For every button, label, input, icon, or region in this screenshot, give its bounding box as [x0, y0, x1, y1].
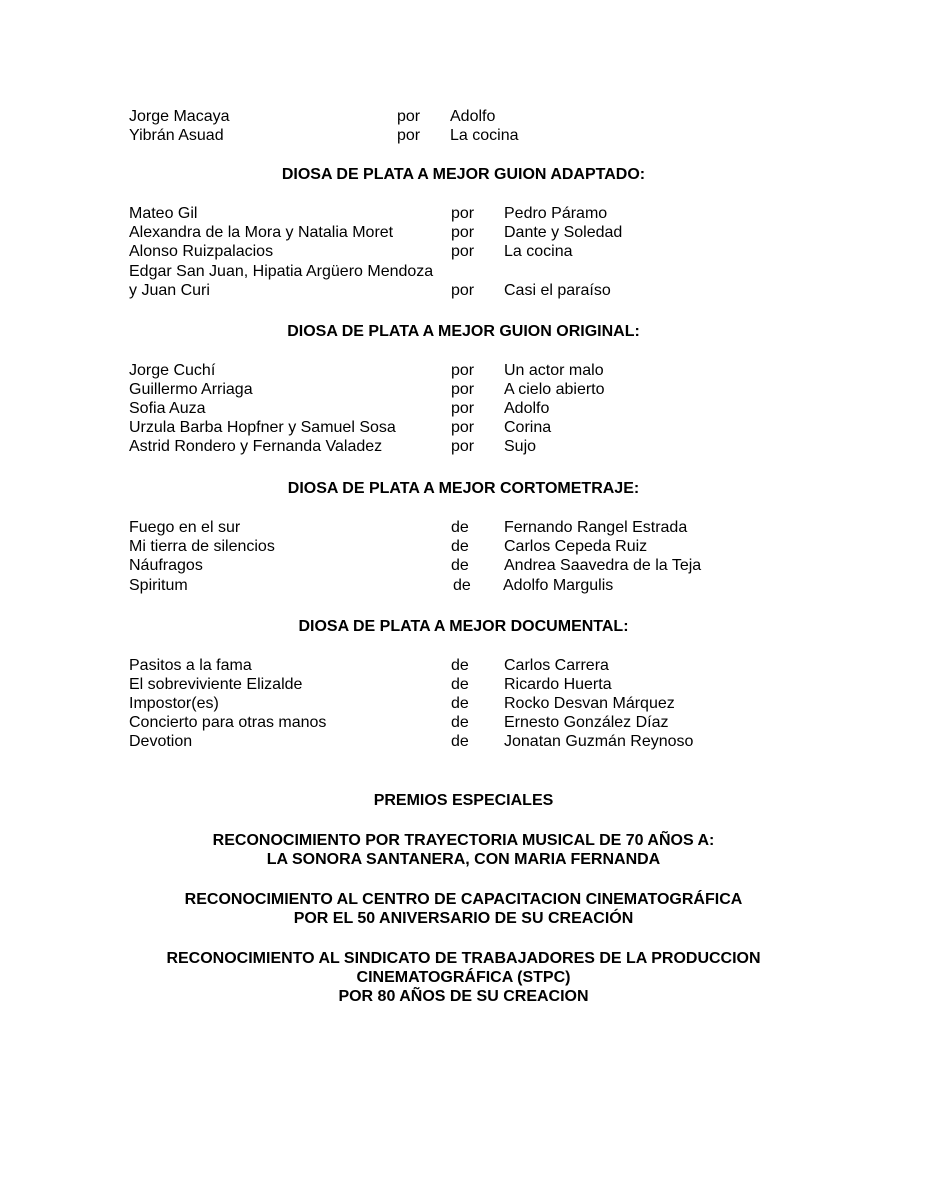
connector: por	[451, 282, 475, 299]
director: Carlos Cepeda Ruiz	[504, 538, 648, 555]
work: Sujo	[504, 438, 537, 455]
connector: de	[451, 695, 469, 712]
film-title: El sobreviviente Elizalde	[129, 676, 303, 693]
connector: de	[451, 519, 469, 536]
work: Un actor malo	[504, 362, 604, 379]
director: Ernesto González Díaz	[504, 714, 669, 731]
work: Pedro Páramo	[504, 205, 608, 222]
connector: por	[451, 362, 475, 379]
connector: de	[453, 577, 471, 594]
section-heading-documental: DIOSA DE PLATA A MEJOR DOCUMENTAL:	[298, 618, 629, 635]
connector: por	[451, 243, 475, 260]
name: Alexandra de la Mora y Natalia Moret	[129, 224, 394, 241]
connector: de	[451, 557, 469, 574]
reconocimiento-2-line-1: RECONOCIMIENTO AL CENTRO DE CAPACITACION CINEMATOGRÁFICA	[184, 891, 743, 908]
connector: de	[451, 538, 469, 555]
film-title: Spiritum	[129, 577, 188, 594]
work: La cocina	[450, 127, 519, 144]
reconocimiento-1-line-1: RECONOCIMIENTO POR TRAYECTORIA MUSICAL DE 70 AÑOS A:	[212, 832, 715, 849]
connector: de	[451, 714, 469, 731]
director: Fernando Rangel Estrada	[504, 519, 688, 536]
connector: de	[451, 733, 469, 750]
name: Jorge Cuchí	[129, 362, 216, 379]
section-heading-guion-adaptado: DIOSA DE PLATA A MEJOR GUION ADAPTADO:	[281, 166, 646, 183]
film-title: Fuego en el sur	[129, 519, 241, 536]
film-title: Pasitos a la fama	[129, 657, 252, 674]
name: Mateo Gil	[129, 205, 198, 222]
film-title: Náufragos	[129, 557, 203, 574]
name: Urzula Barba Hopfner y Samuel Sosa	[129, 419, 396, 436]
work: A cielo abierto	[504, 381, 605, 398]
reconocimiento-3-line-2: CINEMATOGRÁFICA (STPC)	[356, 969, 571, 986]
connector: por	[451, 419, 475, 436]
section-heading-cortometraje: DIOSA DE PLATA A MEJOR CORTOMETRAJE:	[287, 480, 640, 497]
section-heading-premios-especiales: PREMIOS ESPECIALES	[373, 792, 554, 809]
work: La cocina	[504, 243, 573, 260]
section-heading-guion-original: DIOSA DE PLATA A MEJOR GUION ORIGINAL:	[287, 323, 640, 340]
connector: por	[397, 127, 421, 144]
name: Edgar San Juan, Hipatia Argüero Mendoza	[129, 263, 434, 280]
connector: por	[451, 381, 475, 398]
director: Rocko Desvan Márquez	[504, 695, 675, 712]
work: Adolfo	[504, 400, 550, 417]
connector: por	[451, 400, 475, 417]
director: Carlos Carrera	[504, 657, 609, 674]
work: Adolfo	[450, 108, 496, 125]
film-title: Mi tierra de silencios	[129, 538, 275, 555]
director: Andrea Saavedra de la Teja	[504, 557, 702, 574]
reconocimiento-3-line-1: RECONOCIMIENTO AL SINDICATO DE TRABAJADORES DE LA PRODUCCION	[166, 950, 761, 967]
name: Yibrán Asuad	[129, 127, 224, 144]
connector: por	[451, 205, 475, 222]
director: Adolfo Margulis	[503, 577, 614, 594]
connector: por	[397, 108, 421, 125]
name: Sofia Auza	[129, 400, 206, 417]
reconocimiento-2-line-2: POR EL 50 ANIVERSARIO DE SU CREACIÓN	[293, 910, 634, 927]
name: Alonso Ruizpalacios	[129, 243, 274, 260]
work: Casi el paraíso	[504, 282, 611, 299]
work: Dante y Soledad	[504, 224, 623, 241]
name: Jorge Macaya	[129, 108, 230, 125]
connector: de	[451, 657, 469, 674]
connector: por	[451, 438, 475, 455]
director: Jonatan Guzmán Reynoso	[504, 733, 694, 750]
director: Ricardo Huerta	[504, 676, 612, 693]
reconocimiento-3-line-3: POR 80 AÑOS DE SU CREACION	[338, 988, 589, 1005]
work: Corina	[504, 419, 552, 436]
name: Guillermo Arriaga	[129, 381, 253, 398]
connector: por	[451, 224, 475, 241]
reconocimiento-1-line-2: LA SONORA SANTANERA, CON MARIA FERNANDA	[266, 851, 661, 868]
name: Astrid Rondero y Fernanda Valadez	[129, 438, 383, 455]
film-title: Concierto para otras manos	[129, 714, 327, 731]
film-title: Impostor(es)	[129, 695, 219, 712]
name: y Juan Curi	[129, 282, 210, 299]
connector: de	[451, 676, 469, 693]
film-title: Devotion	[129, 733, 193, 750]
